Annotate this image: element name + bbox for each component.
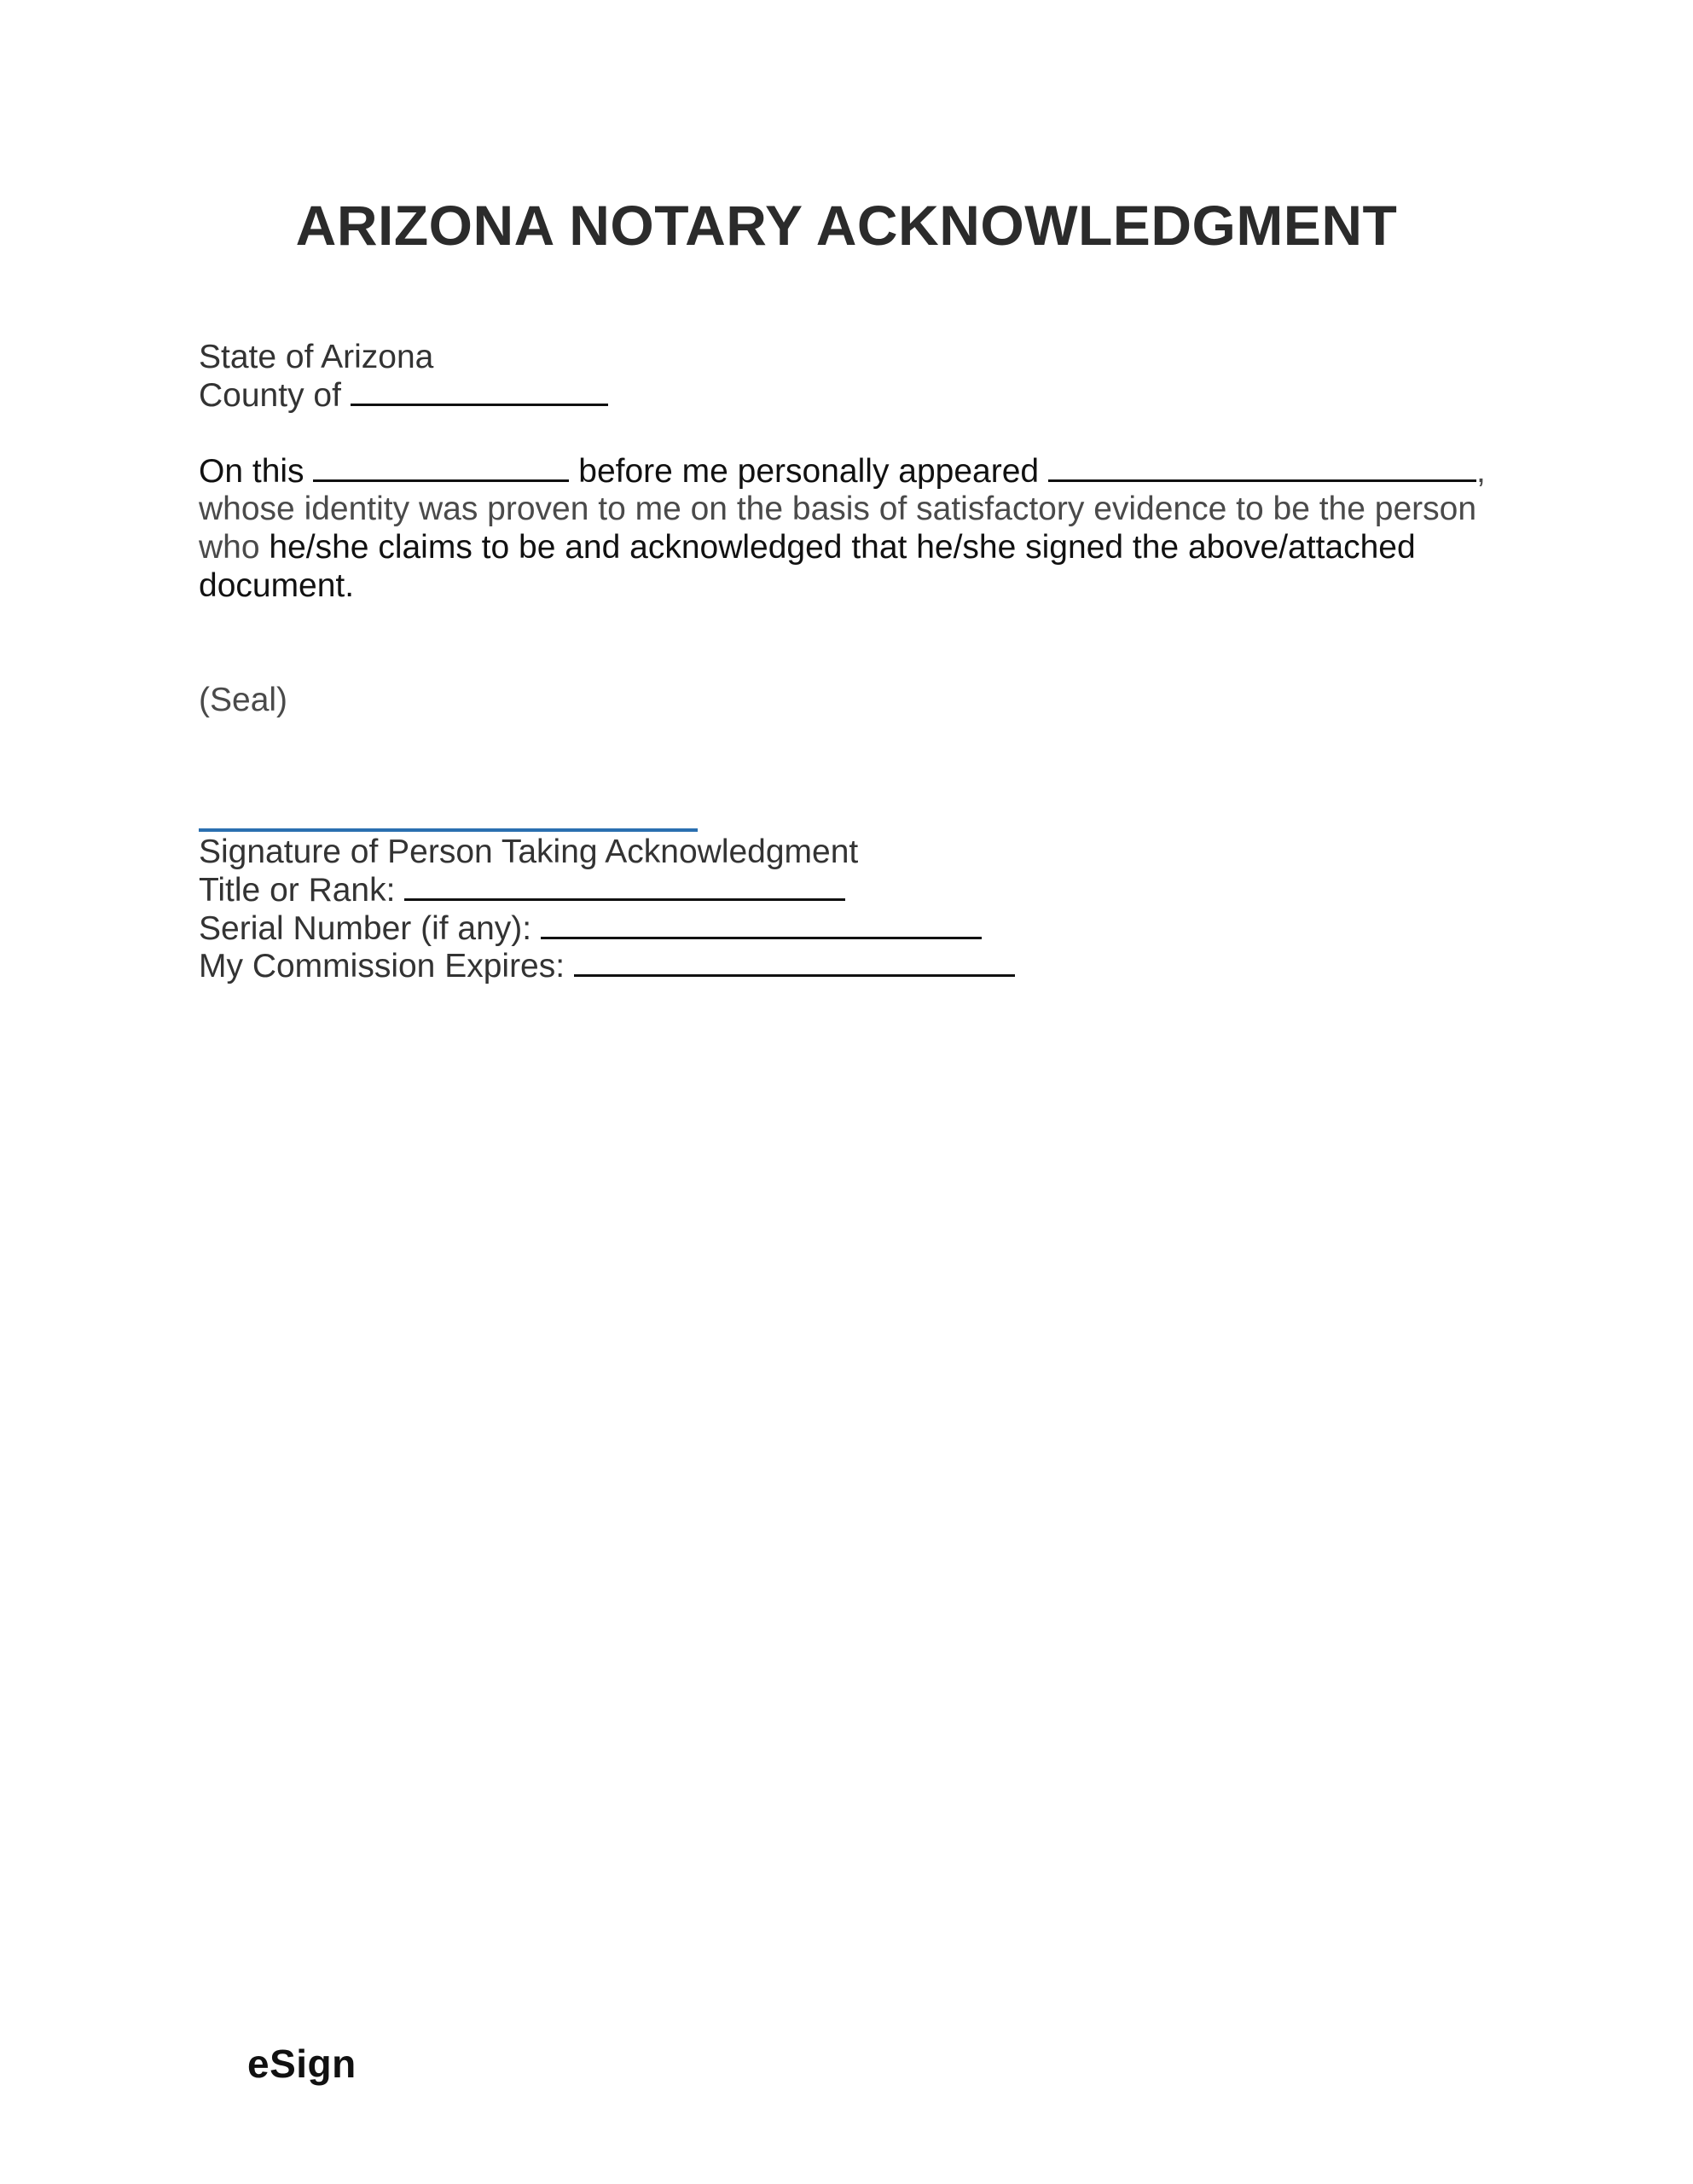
ack-line-4: document. — [199, 567, 355, 604]
commission-label: My Commission Expires: — [199, 948, 565, 985]
title-rank-line — [199, 871, 845, 909]
seal-label: (Seal) — [199, 682, 288, 718]
signature-line[interactable] — [199, 828, 698, 832]
serial-number-blank[interactable] — [541, 909, 982, 939]
ack-line-1 — [199, 452, 1486, 491]
county-label: County of — [199, 377, 341, 414]
on-this-label: On this — [199, 453, 304, 490]
serial-number-label: Serial Number (if any): — [199, 910, 532, 947]
ack-line-2: whose identity was proven to me on the basis of satisfactory evidence to be the person — [199, 491, 1477, 527]
ack-line-3-rest: he/she claims to be and acknowledged that he/she signed the above/attached — [269, 529, 1416, 566]
ack-line-3-prefix: who — [199, 529, 260, 566]
state-line: State of Arizona — [199, 339, 434, 375]
county-blank[interactable] — [351, 376, 608, 406]
commission-line — [199, 947, 1015, 985]
appeared-label: before me personally appeared — [578, 453, 1040, 490]
title-rank-label: Title or Rank: — [199, 872, 396, 909]
person-name-blank[interactable] — [1048, 452, 1476, 482]
title-rank-blank[interactable] — [404, 871, 845, 901]
serial-number-line — [199, 909, 982, 948]
document-title: ARIZONA NOTARY ACKNOWLEDGMENT — [295, 194, 1398, 257]
esign-logo: eSign — [247, 2042, 357, 2086]
ack-line-3 — [199, 529, 1416, 566]
signature-caption: Signature of Person Taking Acknowledgment — [199, 834, 859, 870]
county-line — [199, 376, 608, 415]
comma: , — [1476, 453, 1486, 490]
commission-blank[interactable] — [574, 947, 1015, 977]
date-blank[interactable] — [313, 452, 569, 482]
